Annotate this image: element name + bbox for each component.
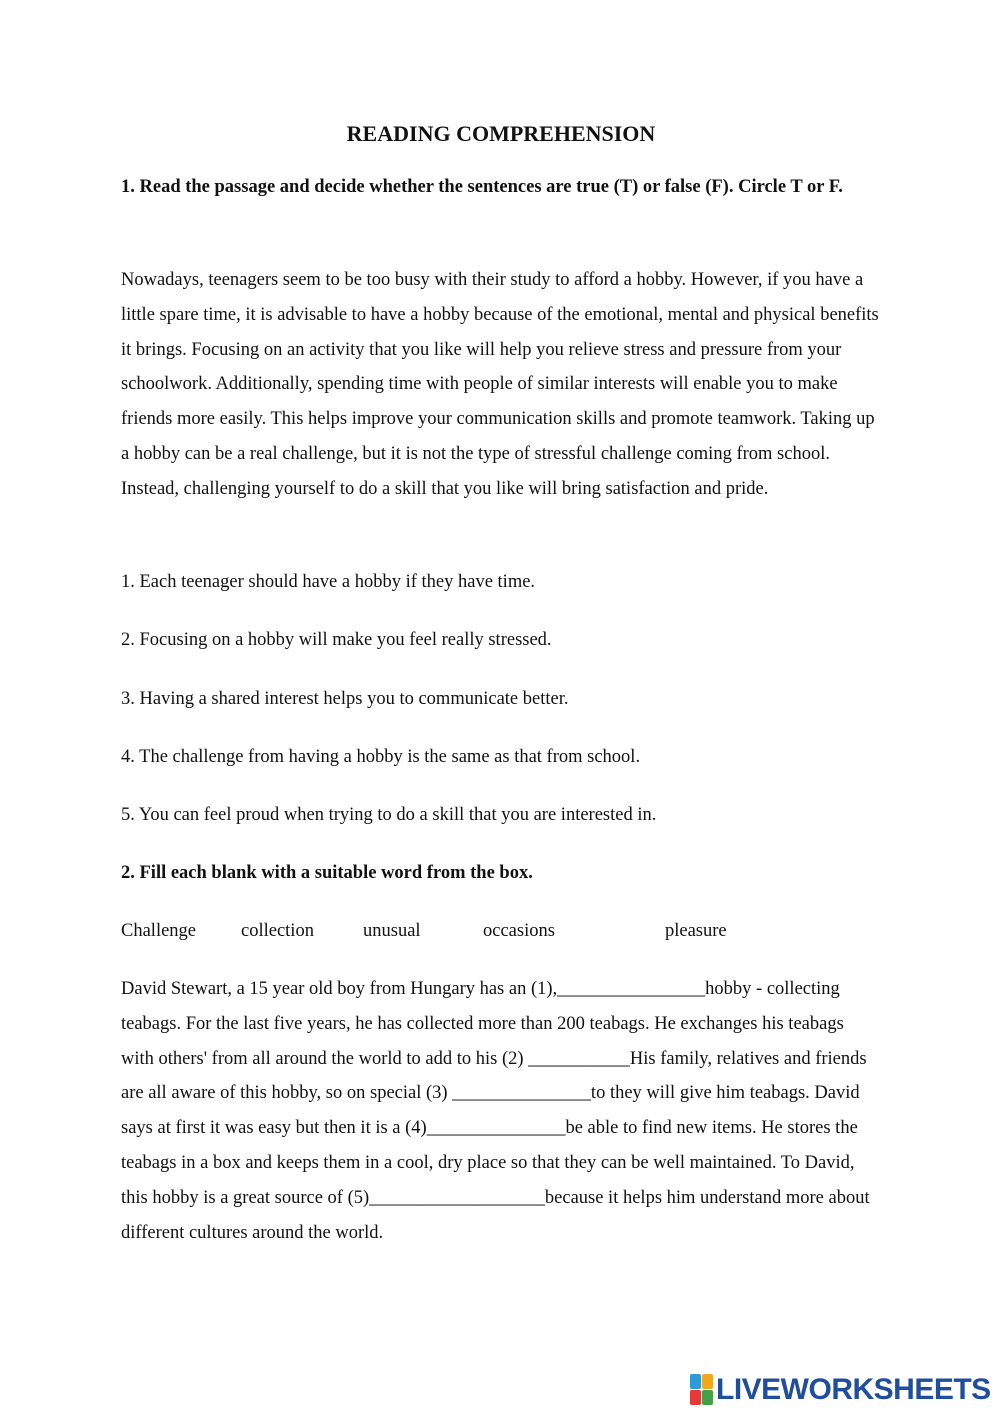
liveworksheets-logo-icon (690, 1374, 714, 1406)
statement-2: 2. Focusing on a hobby will make you feel really stressed. (121, 630, 552, 650)
statement-3: 3. Having a shared interest helps you to communicate better. (121, 689, 569, 709)
section2-passage: David Stewart, a 15 year old boy from Hungary has an (1),________________hobby - collecting teabags. For the last five years, he has collected more than 200 teabags. He exchanges his teabags with others' from all around the world to add to his (2) ___________His family, relatives and friends are all aware of this hobby, so on special (3) _______________to they will give him teabags. David says at first it was easy but then it is a (4)_______________be able to find new items. He stores the teabags in a box and keeps them in a cool, dry place so that they can be well maintained. To David, this hobby is a great source of (5)___________________because it helps him understand more about different cultures around the world. (121, 979, 870, 1243)
page-title: READING COMPREHENSION (346, 121, 656, 146)
word-box-item: unusual (363, 921, 421, 941)
statement-5: 5. You can feel proud when trying to do a skill that you are interested in. (121, 805, 657, 825)
word-box (121, 916, 881, 946)
word-box-item: pleasure (665, 921, 727, 941)
section1-heading: 1. Read the passage and decide whether the sentences are true (T) or false (F). Circle T or F. (121, 177, 843, 197)
statement-1: 1. Each teenager should have a hobby if they have time. (121, 572, 536, 592)
section1-passage: Nowadays, teenagers seem to be too busy with their study to afford a hobby. However, if you have a little spare time, it is advisable to have a hobby because of the emotional, mental and physical benefits it brings. Focusing on an activity that you like will help you relieve stress and pressure from your schoolwork. Additionally, spending time with people of similar interests will enable you to make friends more easily. This helps improve your communication skills and promote teamwork. Taking up a hobby can be a real challenge, but it is not the type of stressful challenge coming from school. Instead, challenging yourself to do a skill that you like will bring satisfaction and pride. (121, 270, 879, 499)
liveworksheets-logo (690, 1372, 991, 1408)
word-box-item: occasions (483, 921, 555, 941)
statement-4: 4. The challenge from having a hobby is the same as that from school. (121, 747, 641, 767)
liveworksheets-logo-text: LIVEWORKSHEETS (716, 1373, 991, 1406)
word-box-item: collection (241, 921, 314, 941)
word-box-item: Challenge (121, 921, 197, 941)
section2-heading: 2. Fill each blank with a suitable word from the box. (121, 863, 533, 883)
